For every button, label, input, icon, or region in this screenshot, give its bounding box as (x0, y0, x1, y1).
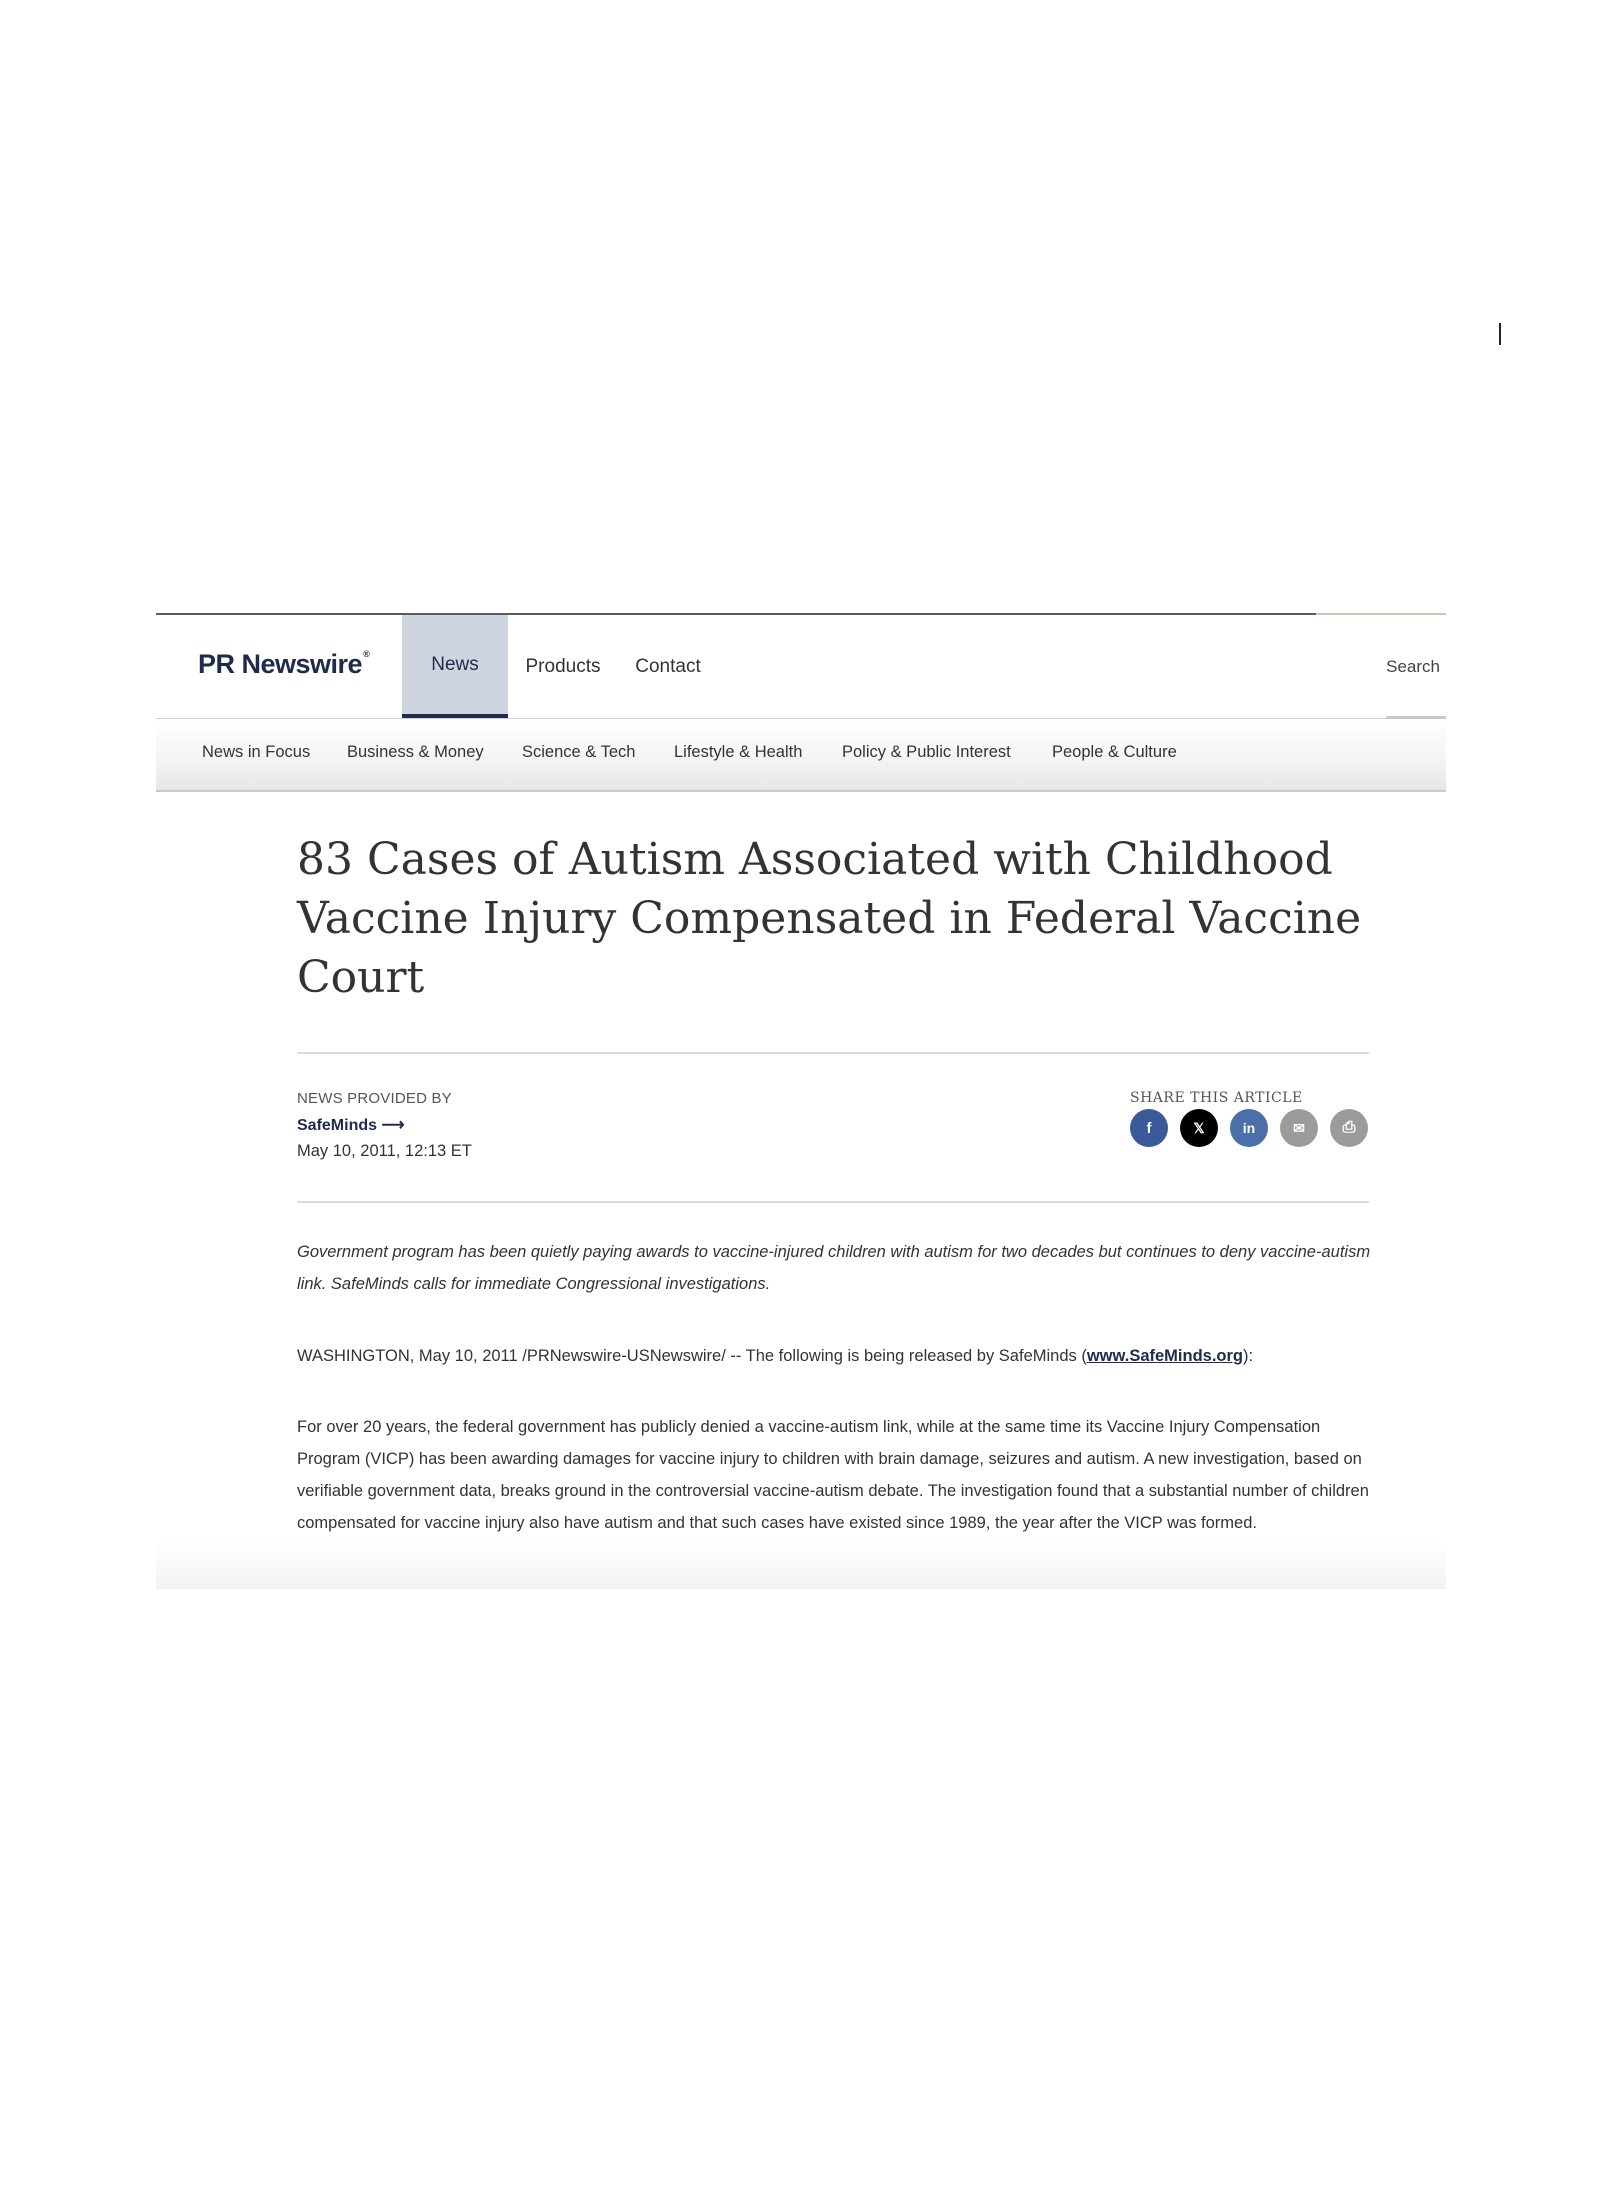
nav-tab-label: Contact (635, 655, 701, 677)
nav-tab-products[interactable] (508, 615, 618, 718)
pr-newswire-logo[interactable] (198, 649, 369, 680)
content-fade (156, 1541, 1446, 1589)
subnav-item-science-tech[interactable]: Science & Tech (522, 743, 636, 761)
divider-bottom (297, 1201, 1369, 1203)
intro-text: WASHINGTON, May 10, 2011 /PRNewswire-USNewswire/ -- The following is being released by SafeMinds ( (297, 1347, 1087, 1365)
category-subnav (156, 719, 1446, 792)
text-cursor (1499, 323, 1501, 345)
article-title: 83 Cases of Autism Associated with Childhood Vaccine Injury Compensated in Federal Vaccine Court (297, 834, 1362, 1003)
intro-text-end: ): (1243, 1347, 1254, 1365)
facebook-icon: f (1146, 1119, 1152, 1137)
share-label: SHARE THIS ARTICLE (1130, 1090, 1303, 1106)
logo-text: PR Newswire (198, 649, 363, 679)
print-icon: ⎙ (1342, 1119, 1356, 1136)
share-print-button[interactable] (1330, 1109, 1368, 1147)
source-link[interactable] (297, 1115, 404, 1135)
subnav-item-business-money[interactable]: Business & Money (347, 743, 484, 761)
share-email-button[interactable] (1280, 1109, 1318, 1147)
article-body-paragraph: For over 20 years, the federal government has publicly denied a vaccine-autism link, while at the same time its Vaccine Injury Compensation Program (VICP) has been awarding damages for vaccine injury to children with brain damage, seizures and autism. A new investigation, based on verifiable government data, breaks ground in the controversial vaccine-autism debate. The investigation found that a substantial number of children compensated for vaccine injury also have autism and that such cases have existed since 1989, the year after the VICP was formed. (297, 1418, 1369, 1532)
nav-tab-contact[interactable] (618, 615, 718, 718)
article-intro (297, 1340, 1372, 1372)
page-frame (156, 613, 1446, 1589)
share-x-button[interactable] (1180, 1109, 1218, 1147)
subnav-item-news-in-focus[interactable]: News in Focus (202, 743, 311, 761)
nav-tab-news[interactable] (402, 615, 508, 718)
safeminds-website-link[interactable]: www.SafeMinds.org (1086, 1347, 1243, 1365)
publish-date: May 10, 2011, 12:13 ET (297, 1142, 472, 1160)
search-label: Search (1386, 656, 1440, 676)
registered-mark: ® (363, 649, 370, 659)
share-linkedin-button[interactable] (1230, 1109, 1268, 1147)
divider-top (297, 1052, 1369, 1054)
site-header (156, 615, 1446, 719)
share-facebook-button[interactable] (1130, 1109, 1168, 1147)
subnav-item-people-culture[interactable]: People & Culture (1052, 743, 1177, 761)
arrow-right-icon: ⟶ (381, 1117, 405, 1134)
subnav-item-lifestyle-health[interactable]: Lifestyle & Health (674, 743, 803, 761)
source-name: SafeMinds (297, 1117, 378, 1134)
nav-tab-label: Products (525, 655, 601, 677)
linkedin-icon: in (1242, 1120, 1256, 1136)
email-icon: ✉ (1293, 1119, 1305, 1136)
subnav-item-policy-public-interest[interactable]: Policy & Public Interest (842, 743, 1011, 761)
article-lede: Government program has been quietly paying awards to vaccine-injured children with autism for two decades but continues to deny vaccine-autism link. SafeMinds calls for immediate Congressional investigations. (297, 1243, 1371, 1293)
x-icon: 𝕏 (1193, 1119, 1205, 1136)
search-link[interactable] (1386, 615, 1440, 718)
provided-by-label: NEWS PROVIDED BY (297, 1090, 452, 1107)
nav-tab-label: News (431, 653, 479, 675)
